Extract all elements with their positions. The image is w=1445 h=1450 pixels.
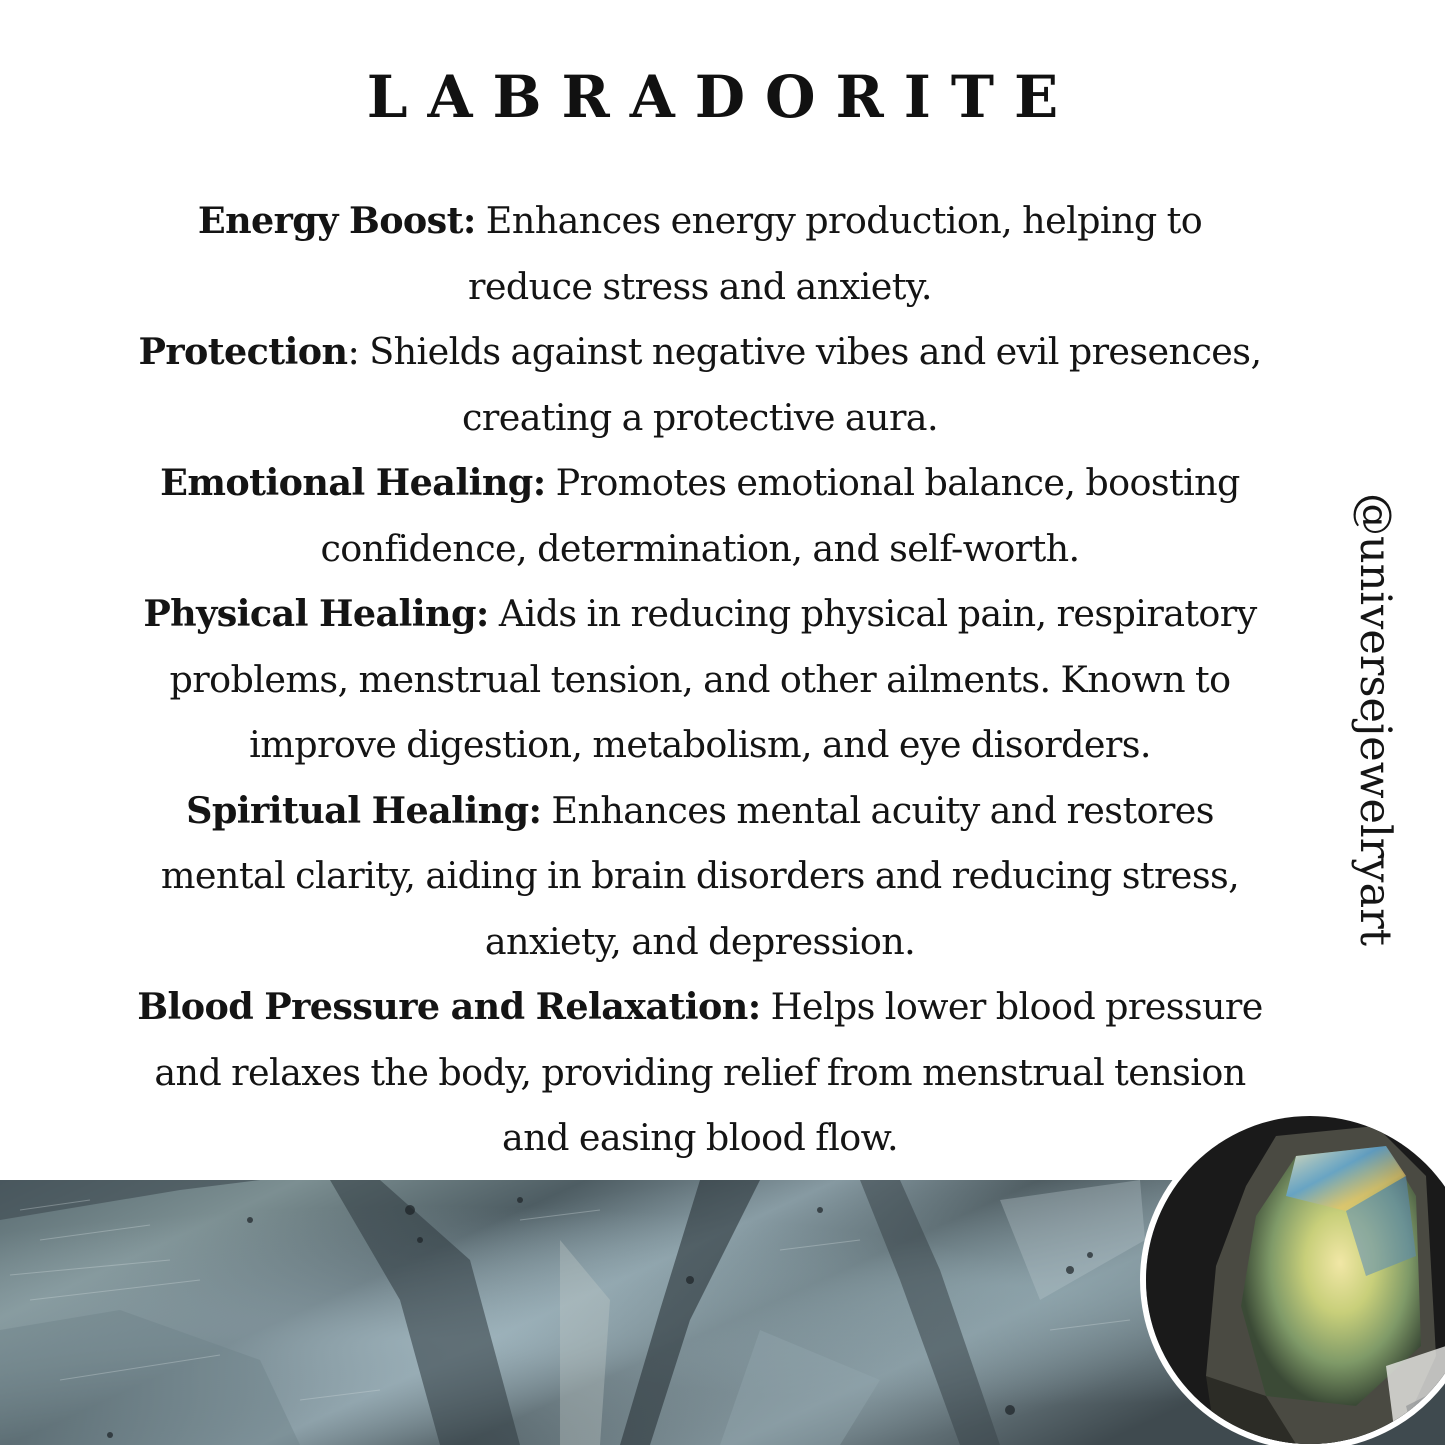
section-emotional-healing (60, 450, 1340, 581)
handle-text: @universejewelryart (1350, 493, 1400, 947)
section-text: reduce stress and anxiety. (468, 264, 932, 308)
section-text: Aids in reducing physical pain, respiratory (498, 592, 1257, 635)
section-text: confidence, determination, and self-worth. (320, 526, 1080, 570)
section-text: Promotes emotional balance, boosting (555, 461, 1240, 504)
section-label: Protection (138, 330, 348, 373)
section-label: Physical Healing: (143, 592, 489, 635)
section-text: problems, menstrual tension, and other ailments. Known to (169, 657, 1231, 701)
section-text: Helps lower blood pressure (770, 985, 1263, 1028)
section-text: mental clarity, aiding in brain disorders and reducing stress, (160, 854, 1240, 897)
crystal-image (1146, 1116, 1445, 1444)
section-text: improve digestion, metabolism, and eye disorders. (249, 723, 1151, 766)
section-text: creating a protective aura. (462, 395, 938, 439)
social-handle (1345, 470, 1405, 970)
section-text: and easing blood flow. (502, 1116, 898, 1159)
page-title: LABRADORITE (366, 63, 1079, 131)
section-label: Energy Boost: (197, 199, 476, 242)
section-text: Enhances energy production, helping to (485, 199, 1203, 242)
section-label-colon: : (347, 330, 360, 373)
section-physical-healing (60, 581, 1340, 778)
section-energy-boost (60, 188, 1340, 319)
section-text: Shields against negative vibes and evil presences, (369, 330, 1262, 373)
section-blood-pressure (60, 974, 1340, 1171)
section-label: Spiritual Healing: (186, 788, 542, 832)
section-spiritual-healing (60, 778, 1340, 975)
section-label: Blood Pressure and Relaxation: (137, 985, 761, 1028)
section-text: anxiety, and depression. (484, 919, 916, 963)
section-label: Emotional Healing: (160, 461, 546, 504)
section-protection (60, 319, 1340, 450)
section-text: Enhances mental acuity and restores (551, 788, 1214, 832)
section-text: and relaxes the body, providing relief from menstrual tension (154, 1050, 1246, 1094)
benefits-text (60, 188, 1340, 1171)
